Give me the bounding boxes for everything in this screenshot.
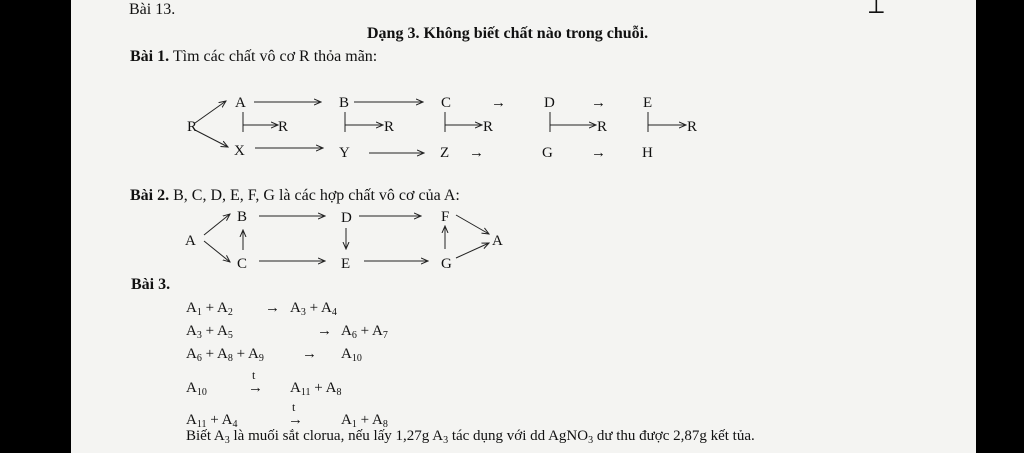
- species: $A_2$: [216, 300, 233, 318]
- problem1-node-labels: [187, 95, 697, 161]
- node-a-product: A: [492, 233, 503, 249]
- document-page: [71, 0, 976, 453]
- equation-5-products: $A_1 + A_8$: [341, 412, 388, 430]
- node-y: Y: [339, 145, 350, 161]
- node-a: A: [185, 233, 196, 249]
- problem2-label: Bài 2.: [130, 187, 170, 204]
- equation-1-reactants: $A_1 + A_2$: [186, 300, 233, 318]
- species: $A_6$: [341, 323, 357, 341]
- node-a: A: [235, 95, 246, 111]
- equation-4-arrow-icon: →: [248, 380, 263, 396]
- problem1-text: Tìm các chất vô cơ R thỏa mãn:: [172, 48, 378, 65]
- problem2-heading: [130, 187, 460, 205]
- equation-5-arrow-icon: →: [288, 412, 303, 428]
- product-r-5: R: [687, 119, 698, 135]
- equation-5-condition: t: [292, 400, 296, 414]
- species: $A_8$: [325, 380, 342, 398]
- species: $A_{11}$: [290, 380, 311, 398]
- problem3-note: Biết $A_3$ là muối sắt clorua, nếu lấy 1,27g $A_3$ tác dụng với dd AgNO$_3$ dư thu được 2,87g kết tủa.: [186, 428, 755, 446]
- node-x: X: [234, 143, 245, 159]
- species: $A_8$: [371, 412, 388, 430]
- node-c: C: [441, 95, 452, 111]
- product-r-4: R: [597, 119, 608, 135]
- equation-4-condition: t: [252, 368, 256, 382]
- species: $A_5$: [216, 323, 233, 341]
- species: $A_3$: [290, 300, 306, 318]
- species: $A_1$: [186, 300, 202, 318]
- equation-4-products: $A_{11} + A_8$: [290, 380, 342, 398]
- equation-4-reactants: [186, 380, 207, 397]
- svg-text:→: →: [591, 145, 606, 161]
- svg-text:→: →: [469, 145, 484, 161]
- corner-mark-icon: ⊥: [867, 0, 886, 18]
- problem2-text: B, C, D, E, F, G là các hợp chất vô cơ của A:: [173, 187, 460, 204]
- product-r-2: R: [384, 119, 395, 135]
- svg-text:→: →: [591, 95, 606, 111]
- equation-3-reactants: $A_6 + A_8 + A_9$: [186, 346, 264, 364]
- species: $A_7$: [371, 323, 388, 341]
- problem3-label: Bài 3.: [131, 276, 171, 293]
- node-e: E: [341, 256, 351, 272]
- node-f: F: [441, 209, 450, 225]
- problem2-node-labels: [185, 209, 503, 272]
- equation-2-products: $A_6 + A_7$: [341, 323, 388, 341]
- species: $A_{10}$: [186, 380, 207, 398]
- species: $A_3$: [186, 323, 202, 341]
- node-b: B: [237, 209, 248, 225]
- species: $A_8$: [216, 346, 233, 364]
- species: $A_6$: [186, 346, 202, 364]
- equation-5-reactants: $A_{11} + A_4$: [186, 412, 238, 430]
- node-c: C: [237, 256, 248, 272]
- species: $A_9$: [247, 346, 264, 364]
- species: $A_4$: [221, 412, 238, 430]
- species: $A_{11}$: [186, 412, 207, 430]
- node-e: E: [643, 95, 653, 111]
- species: $A_{10}$: [341, 346, 362, 364]
- species: $A_1$: [341, 412, 357, 430]
- node-r: R: [187, 119, 198, 135]
- node-z: Z: [440, 145, 450, 161]
- problem1-label: Bài 1.: [130, 48, 170, 65]
- equation-2-arrow-icon: →: [317, 323, 332, 339]
- svg-text:→: →: [491, 95, 506, 111]
- node-d: D: [341, 210, 352, 226]
- species: $A_4$: [320, 300, 337, 318]
- node-b: B: [339, 95, 350, 111]
- equation-2-reactants: $A_3 + A_5$: [186, 323, 233, 341]
- equation-3-arrow-icon: →: [302, 346, 317, 362]
- section-title: Dạng 3. Không biết chất nào trong chuỗi.: [367, 25, 649, 42]
- equation-1-products: $A_3 + A_4$: [290, 300, 337, 318]
- node-g: G: [542, 145, 553, 161]
- node-g: G: [441, 256, 452, 272]
- product-r-1: R: [278, 119, 289, 135]
- product-r-3: R: [483, 119, 494, 135]
- equation-3-products: [341, 346, 362, 363]
- lesson-number: Bài 13.: [129, 1, 176, 18]
- node-d: D: [544, 95, 555, 111]
- equation-1-arrow-icon: →: [265, 300, 280, 316]
- node-h: H: [642, 145, 653, 161]
